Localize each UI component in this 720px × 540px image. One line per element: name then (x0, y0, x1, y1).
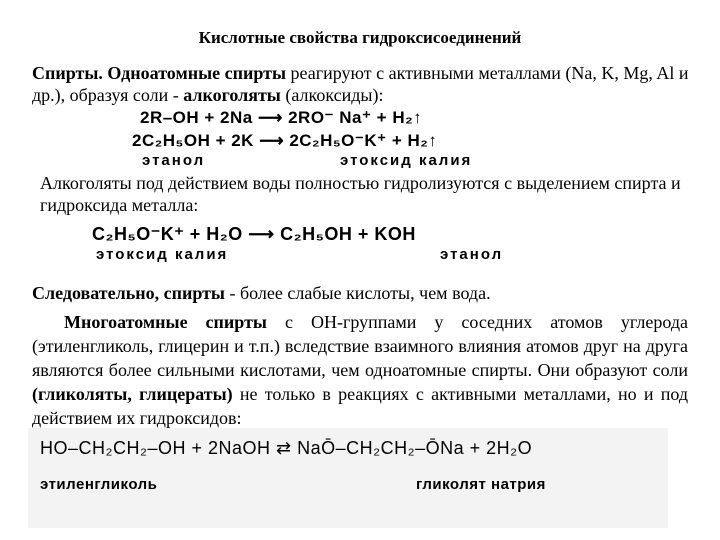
equation-4 (40, 438, 532, 459)
lead-alcohols: Спирты. (32, 63, 103, 83)
paragraph-conclusion (32, 282, 692, 304)
arrow-icon: ⟶ (248, 224, 281, 244)
term-alkoholates: алкоголяты (183, 85, 281, 105)
conclusion-lead: Следовательно, спирты (32, 283, 225, 303)
page-title: Кислотные свойства гидроксисоединений (198, 28, 522, 47)
text-polyhydric-2: не только в реакциях с активными металлами, но и под действием их гидроксидов: (32, 384, 688, 428)
paragraph-monohydric (32, 62, 692, 106)
equation-4-right: NaŌ–CH₂CH₂–ŌNa + 2H₂O (297, 438, 533, 458)
arrow-icon: ⟶ (257, 108, 289, 127)
text-alkoxides: (алкоксиды): (280, 85, 384, 105)
equation-3-right: C₂H₅OH + KOH (280, 224, 416, 244)
arrow-icon: ⟶ (259, 131, 290, 150)
conclusion-text: - более слабые кислоты, чем вода. (224, 283, 491, 303)
term-polyhydric: Многоатомные спирты (64, 312, 267, 332)
equation-3-left: C₂H₅O⁻K⁺ + H₂O (92, 224, 243, 244)
paragraph-polyhydric (32, 310, 688, 430)
equation-4-left: HO–CH₂CH₂–OH + 2NaOH (40, 438, 271, 458)
term-glycolates: (гликоляты, глицераты) (32, 384, 233, 404)
lead-monohydric: Одноатомные спирты (107, 63, 287, 83)
text-polyhydric-1: с OH-группами у соседних атомов углерода (этиленгликоль, глицерин и т.п.) вследствие взаимного влияния атомов друг на друга являются более сильными кислотами, чем одноатомные спирты. Они образуют соли (32, 312, 688, 380)
equation-1-left: 2R–OH + 2Na (140, 108, 253, 127)
label-ethanol-2: этанол (440, 246, 504, 263)
equation-2 (132, 131, 437, 151)
text-react: реагируют с активными металлами (Na, K, Mg, Al и др.), образуя соли - (32, 63, 689, 105)
equation-3 (92, 224, 416, 245)
label-potassium-ethoxide: этоксид калия (340, 152, 473, 169)
paragraph-hydrolysis: Алкоголяты под действием воды полностью гидролизуются с выделением спирта и гидроксида металла: (40, 173, 681, 215)
label-ethylene-glycol: этиленгликоль (40, 476, 158, 493)
label-sodium-glycolate: гликолят натрия (416, 476, 546, 493)
label-potassium-ethoxide-2: этоксид калия (96, 246, 229, 263)
label-ethanol: этанол (142, 152, 206, 169)
equation-2-left: 2C₂H₅OH + 2K (132, 131, 254, 150)
equilibrium-arrow-icon: ⇄ (276, 438, 298, 458)
equation-1-right: 2RO⁻ Na⁺ + H₂↑ (288, 108, 423, 127)
equation-2-right: 2C₂H₅O⁻K⁺ + H₂↑ (289, 131, 438, 150)
equation-1 (140, 108, 422, 128)
